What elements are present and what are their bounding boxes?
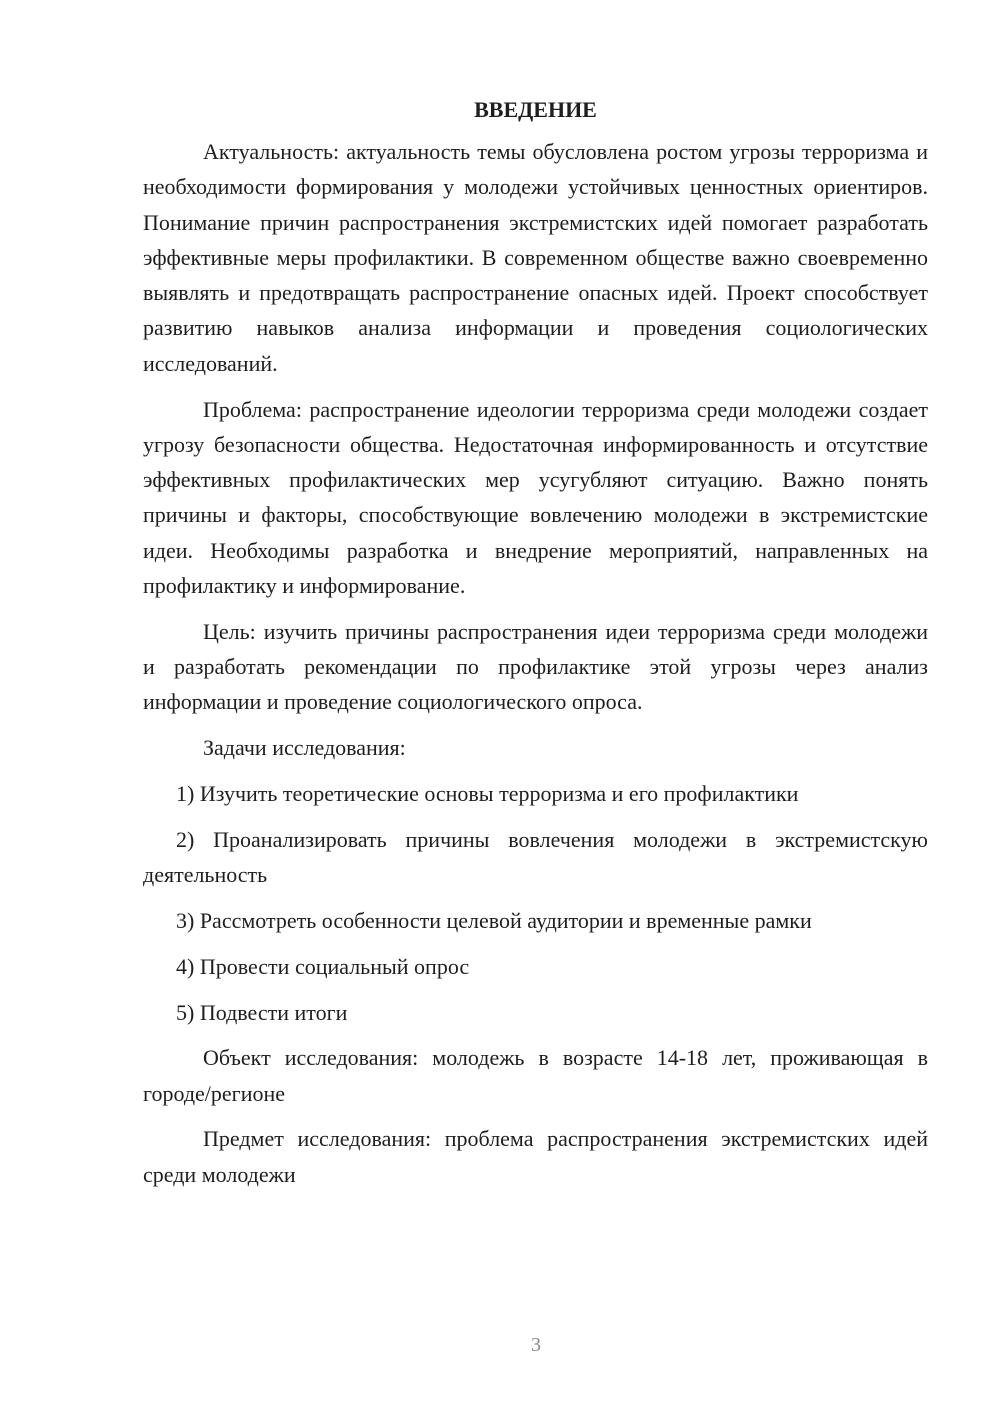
goal-paragraph: Цель: изучить причины распространения идеи терроризма среди молодежи и разработать рекомендации по профилактике этой угрозы через анализ информации и проведение социологического опроса. [143, 618, 928, 715]
task-item-5: 5) Подвести итоги [176, 999, 348, 1025]
section-heading: ВВЕДЕНИЕ [474, 97, 597, 122]
page-number: 3 [531, 1334, 541, 1356]
task-item-2: 2) Проанализировать причины вовлечения молодежи в экстремистскую деятельность [143, 826, 928, 888]
object-paragraph: Объект исследования: молодежь в возрасте 14-18 лет, проживающая в городе/регионе [143, 1045, 928, 1106]
task-item-4: 4) Провести социальный опрос [176, 953, 470, 979]
relevance-paragraph: Актуальность: актуальность темы обусловлена ростом угрозы терроризма и необходимости формирования у молодежи устойчивых ценностных ориентиров. Понимание причин распространения экстремистских идей помогает разработать эффективные меры профилактики. В современном обществе важно своевременно выявлять и предотвращать распространение опасных идей. Проект способствует развитию навыков анализа информации и проведения социологических исследований. [143, 139, 928, 376]
task-item-3: 3) Рассмотреть особенности целевой аудитории и временные рамки [176, 907, 812, 933]
problem-paragraph: Проблема: распространение идеологии терроризма среди молодежи создает угрозу безопасности общества. Недостаточная информированность и отсутствие эффективных профилактических мер усугубляют ситуацию. Важно понять причины и факторы, способствующие вовлечению молодежи в экстремистские идеи. Необходимы разработка и внедрение мероприятий, направленных на профилактику и информирование. [143, 396, 928, 599]
tasks-title: Задачи исследования: [203, 735, 406, 761]
subject-paragraph: Предмет исследования: проблема распространения экстремистских идей среди молодежи [143, 1126, 928, 1187]
page-content [143, 92, 928, 1203]
task-item-1: 1) Изучить теоретические основы терроризма и его профилактики [176, 781, 799, 807]
